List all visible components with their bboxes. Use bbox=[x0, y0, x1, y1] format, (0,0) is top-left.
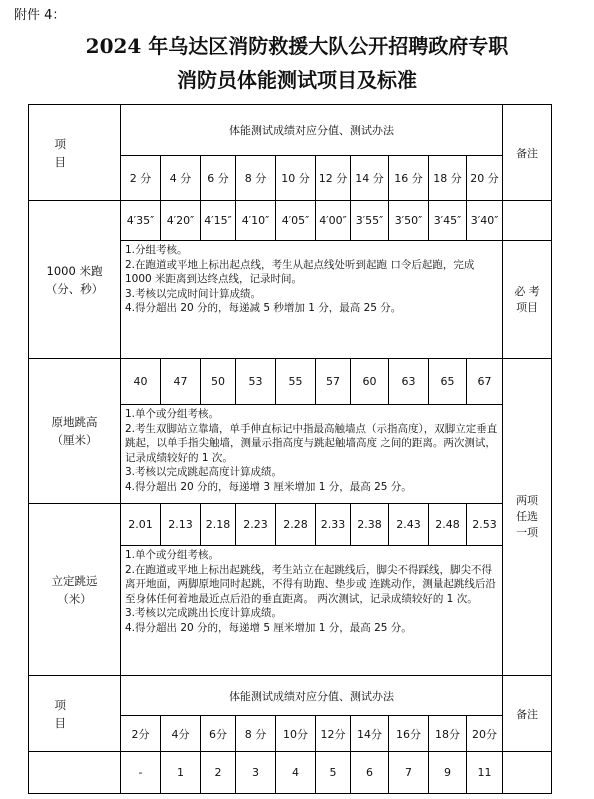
method-note-line: 1.单个或分组考核。 bbox=[125, 549, 220, 561]
standard-value-cell: 1 bbox=[161, 752, 201, 794]
notes-cell-jump-high bbox=[121, 405, 503, 504]
section-name-text: 原地跳高 （厘米） bbox=[51, 415, 98, 447]
remark-empty-cell bbox=[503, 201, 552, 241]
remark-header-cell-2 bbox=[503, 676, 552, 752]
section-name-run bbox=[29, 201, 121, 359]
standard-value-cell: 2.13 bbox=[161, 504, 201, 546]
standard-value-cell: 2.23 bbox=[236, 504, 276, 546]
notes-cell-run bbox=[121, 241, 503, 359]
standard-value-cell: 5 bbox=[316, 752, 351, 794]
document-title-line2: 消防员体能测试项目及标准 bbox=[177, 68, 417, 92]
score-header-cell: 10分 bbox=[276, 716, 316, 752]
standard-value-cell: 47 bbox=[161, 359, 201, 405]
values-row-long-jump bbox=[29, 504, 552, 546]
score-header-cell: 6分 bbox=[201, 716, 236, 752]
table-body bbox=[29, 105, 552, 794]
standard-value-cell: 50 bbox=[201, 359, 236, 405]
method-note-line: 2.在跑道或平地上标出起点线，考生从起点线处听到起跑 口令后起跑，完成 1000 米距离到达终点线，记录时间。 bbox=[125, 258, 475, 285]
standard-value-cell: 2.28 bbox=[276, 504, 316, 546]
score-header-cell: 14分 bbox=[351, 716, 389, 752]
item-header-cell bbox=[29, 105, 121, 201]
remark-header-cell bbox=[503, 105, 552, 201]
standard-value-cell: 53 bbox=[236, 359, 276, 405]
standard-value-cell: - bbox=[121, 752, 161, 794]
score-header-cell: 12 分 bbox=[316, 156, 351, 201]
group-header-text: 体能测试成绩对应分值、测试办法 bbox=[229, 124, 395, 137]
section-name-text: 1000 米跑 （分、秒） bbox=[45, 263, 104, 296]
standard-value-cell: 2.01 bbox=[121, 504, 161, 546]
notes-cell-long-jump bbox=[121, 546, 503, 676]
method-note-line: 3.考核以完成时间计算成绩。 bbox=[125, 287, 262, 300]
standard-value-cell: 2.33 bbox=[316, 504, 351, 546]
fitness-standards-table bbox=[28, 104, 552, 794]
standard-value-cell: 3′40″ bbox=[467, 201, 503, 241]
attachment-label: 附件 4： bbox=[14, 8, 66, 23]
score-header-cell: 4分 bbox=[161, 716, 201, 752]
group-header-text-2: 体能测试成绩对应分值、测试办法 bbox=[229, 689, 395, 703]
remark-required-text: 必 考 项目 bbox=[514, 284, 540, 314]
group-header-cell-2 bbox=[121, 676, 503, 716]
method-note-line: 4.得分超出 20 分的，每递增 3 厘米增加 1 分，最高 25 分。 bbox=[125, 480, 412, 493]
score-header-cell: 10 分 bbox=[276, 156, 316, 201]
standard-value-cell: 7 bbox=[389, 752, 429, 794]
standard-value-cell: 4′35″ bbox=[121, 201, 161, 241]
remark-either-text: 两项 任选 一项 bbox=[516, 494, 539, 539]
standard-value-cell: 2.43 bbox=[389, 504, 429, 546]
method-note-line: 1.单个或分组考核。 bbox=[125, 408, 220, 420]
standard-value-cell: 55 bbox=[276, 359, 316, 405]
standard-value-cell: 3′50″ bbox=[389, 201, 429, 241]
standard-value-cell: 4′10″ bbox=[236, 201, 276, 241]
standard-value-cell: 57 bbox=[316, 359, 351, 405]
remark-either bbox=[503, 359, 552, 676]
score-header-cell: 6 分 bbox=[201, 156, 236, 201]
standard-value-cell: 60 bbox=[351, 359, 389, 405]
score-header-cell: 8 分 bbox=[236, 716, 276, 752]
section-name-long-jump bbox=[29, 504, 121, 676]
standard-value-cell: 2.53 bbox=[467, 504, 503, 546]
score-header-cell: 8 分 bbox=[236, 156, 276, 201]
score-header-cell: 4 分 bbox=[161, 156, 201, 201]
method-note-line: 2.考生双脚站立靠墙，单手伸直标记中指最高触墙点（示指高度），双脚立定垂直跳起，以单手指尖触墙，测量示指高度与跳起触墙高度 之间的距离。两次测试，记录成绩较好的 1 次。 bbox=[125, 422, 498, 464]
method-note-line: 1.分组考核。 bbox=[125, 244, 188, 256]
standard-value-cell: 3′55″ bbox=[351, 201, 389, 241]
standard-value-cell: 4′15″ bbox=[201, 201, 236, 241]
document-title-line1: 2024 年乌达区消防救援大队公开招聘政府专职 bbox=[85, 34, 509, 58]
standard-value-cell: 6 bbox=[351, 752, 389, 794]
group-header-cell bbox=[121, 105, 503, 156]
score-header-cell: 18 分 bbox=[429, 156, 467, 201]
values-row-last bbox=[29, 752, 552, 794]
score-header-cell: 2分 bbox=[121, 716, 161, 752]
standard-value-cell: 2.48 bbox=[429, 504, 467, 546]
method-note-line: 3.考核以完成跳出长度计算成绩。 bbox=[125, 607, 283, 619]
standard-value-cell: 63 bbox=[389, 359, 429, 405]
score-header-cell: 20分 bbox=[467, 716, 503, 752]
standard-value-cell: 4′05″ bbox=[276, 201, 316, 241]
standard-value-cell: 11 bbox=[467, 752, 503, 794]
header-row bbox=[29, 105, 552, 156]
score-header-cell: 16分 bbox=[389, 716, 429, 752]
section-name-text: 立定跳远 （米） bbox=[51, 573, 98, 606]
standard-value-cell: 2.18 bbox=[201, 504, 236, 546]
item-header-text: 项 目 bbox=[54, 136, 66, 169]
item-header-cell-2 bbox=[29, 676, 121, 752]
standard-value-cell: 4′00″ bbox=[316, 201, 351, 241]
standard-value-cell: 3 bbox=[236, 752, 276, 794]
standard-value-cell: 2.38 bbox=[351, 504, 389, 546]
item-header-text-2: 项 目 bbox=[54, 697, 66, 730]
values-row-run bbox=[29, 201, 552, 241]
standard-value-cell: 67 bbox=[467, 359, 503, 405]
remark-header-text-2: 备注 bbox=[516, 707, 539, 721]
score-header-cell: 2 分 bbox=[121, 156, 161, 201]
remark-header-text: 备注 bbox=[516, 146, 539, 160]
values-row-jump-high bbox=[29, 359, 552, 405]
score-header-cell: 14 分 bbox=[351, 156, 389, 201]
section-name-empty bbox=[29, 752, 121, 794]
score-header-cell: 16 分 bbox=[389, 156, 429, 201]
score-header-cell: 20 分 bbox=[467, 156, 503, 201]
remark-required bbox=[503, 241, 552, 359]
standard-value-cell: 4′20″ bbox=[161, 201, 201, 241]
standard-value-cell: 40 bbox=[121, 359, 161, 405]
header-row-2 bbox=[29, 676, 552, 716]
standard-value-cell: 4 bbox=[276, 752, 316, 794]
method-note-line: 4.得分超出 20 分的，每递增 5 厘米增加 1 分，最高 25 分。 bbox=[125, 621, 412, 634]
section-name-jump-high bbox=[29, 359, 121, 504]
standard-value-cell: 65 bbox=[429, 359, 467, 405]
standard-value-cell: 9 bbox=[429, 752, 467, 794]
method-note-line: 4.得分超出 20 分的，每递减 5 秒增加 1 分，最高 25 分。 bbox=[125, 302, 402, 314]
score-header-cell: 18分 bbox=[429, 716, 467, 752]
method-note-line: 3.考核以完成跳起高度计算成绩。 bbox=[125, 466, 283, 478]
score-header-cell: 12分 bbox=[316, 716, 351, 752]
method-note-line: 2.在跑道或平地上标出起跳线，考生站立在起跳线后，脚尖不得踩线，脚尖不得离开地面，两脚原地同时起跳，不得有助跑、垫步或 连跳动作，测量起跳线后沿至身体任何着地最近点后沿的垂直距离。 两次测试，记录成绩较好的 1 次。 bbox=[125, 563, 496, 605]
standard-value-cell: 3′45″ bbox=[429, 201, 467, 241]
remark-empty-cell bbox=[503, 752, 552, 794]
standard-value-cell: 2 bbox=[201, 752, 236, 794]
